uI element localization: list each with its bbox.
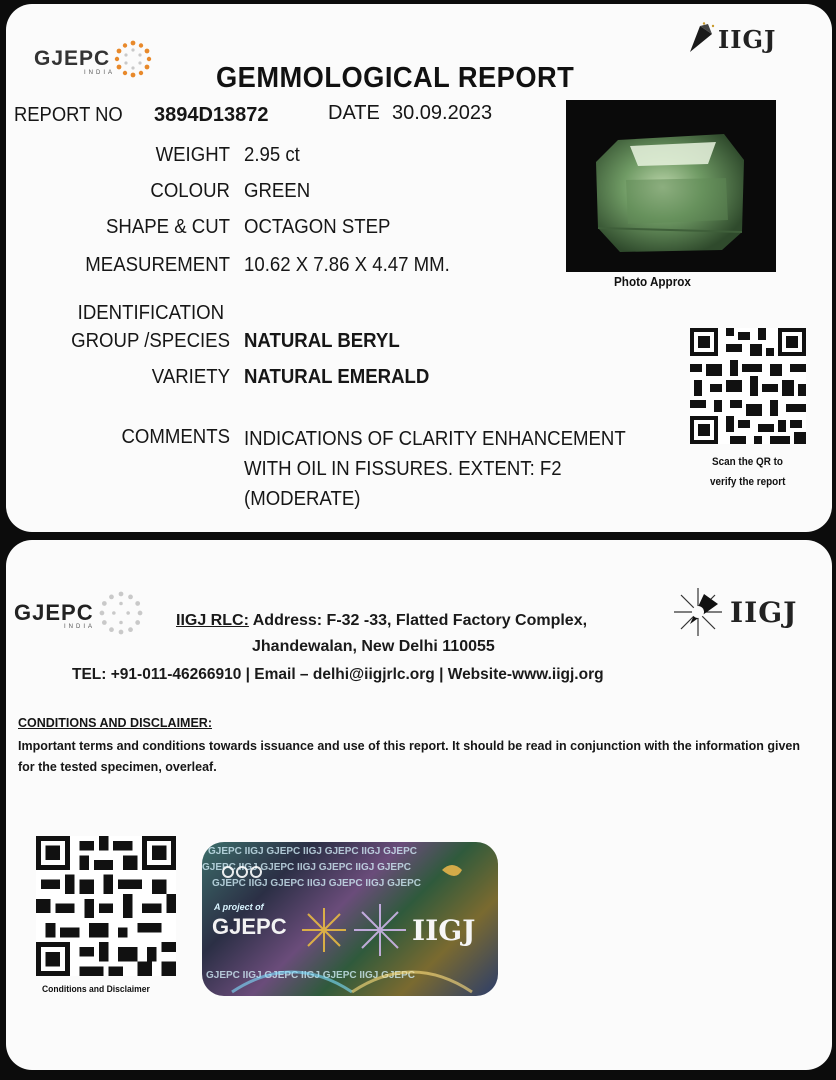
address-text: Address: F-32 -33, Flatted Factory Complex, (248, 612, 588, 629)
address-line-2: Jhandewalan, New Delhi 110055 (252, 638, 495, 655)
date-value: 30.09.2023 (392, 102, 493, 124)
colour-label: COLOUR (150, 180, 230, 202)
qr-caption-line2: verify the report (710, 476, 786, 488)
gem-photo (566, 100, 776, 272)
comments-value (244, 424, 635, 514)
comments-label: COMMENTS (121, 426, 230, 448)
hologram-repeat-text: GJEPC IIGJ GJEPC IIGJ GJEPC IIGJ GJEPC (212, 878, 421, 889)
hologram-repeat-text: GJEPC IIGJ GJEPC IIGJ GJEPC IIGJ GJEPC (202, 862, 411, 873)
colour-value: GREEN (244, 180, 311, 202)
photo-caption: Photo Approx (614, 274, 691, 289)
address-line-1 (176, 612, 587, 630)
conditions-text: Important terms and conditions towards issuance and use of this report. It should be read in conjunction with the information given for the tested specimen, overleaf. (18, 739, 801, 774)
address-label: IIGJ RLC: (176, 612, 249, 629)
contact-line: TEL: +91-011-46266910 | Email – delhi@iigjrlc.org | Website-www.iigj.org (72, 666, 604, 683)
comments-line: WITH OIL IN FISSURES. EXTENT: F2 (244, 458, 562, 480)
date-label: DATE (328, 102, 380, 124)
iigj-diamond-icon (686, 22, 716, 56)
group-value: NATURAL BERYL (244, 330, 400, 352)
hologram-repeat-text: GJEPC IIGJ GJEPC IIGJ GJEPC IIGJ GJEPC (208, 846, 417, 857)
emerald-image (566, 100, 776, 272)
security-hologram (202, 842, 498, 996)
report-no-label: REPORT NO (14, 104, 123, 126)
report-number: 3894D13872 (154, 104, 269, 126)
report-front-card (6, 4, 832, 532)
weight-label: WEIGHT (155, 144, 230, 166)
hologram-project-text: A project of (214, 902, 264, 912)
gjepc-logo: GJEPC INDIA (34, 38, 154, 80)
gjepc-burst-icon (112, 38, 154, 80)
gjepc-logo-back: GJEPC INDIA (14, 588, 146, 638)
verify-qr-code[interactable] (690, 328, 806, 444)
iigj-logo: IIGJ (686, 22, 776, 56)
shape-label: SHAPE & CUT (105, 216, 230, 238)
shape-value: OCTAGON STEP (244, 216, 391, 238)
conditions-qr-code[interactable] (36, 836, 176, 976)
measurement-label: MEASUREMENT (85, 254, 230, 276)
gjepc-burst-icon (96, 588, 146, 638)
qr-caption-line1: Scan the QR to (712, 456, 783, 468)
iigj-burst-icon (670, 584, 726, 640)
hologram-iigj-text: IIGJ (412, 914, 476, 947)
weight-value: 2.95 ct (244, 144, 300, 166)
variety-value: NATURAL EMERALD (244, 366, 430, 388)
hologram-gjepc-text: GJEPC (212, 914, 287, 939)
report-number-row (14, 104, 132, 127)
group-label: GROUP /SPECIES (71, 330, 230, 352)
qr-code-icon (690, 328, 806, 444)
hologram-repeat-text: GJEPC IIGJ GJEPC IIGJ GJEPC IIGJ GJEPC (206, 970, 415, 981)
comments-line: INDICATIONS OF CLARITY ENHANCEMENT (244, 428, 626, 450)
identification-heading: IDENTIFICATION (77, 302, 225, 324)
qr-code-icon (36, 836, 176, 976)
conditions-heading: CONDITIONS AND DISCLAIMER: (18, 716, 212, 730)
variety-label: VARIETY (151, 366, 230, 388)
report-back-card (6, 540, 832, 1070)
measurement-value: 10.62 X 7.86 X 4.47 MM. (244, 254, 450, 276)
conditions-qr-caption: Conditions and Disclaimer (42, 984, 150, 995)
iigj-logo-back: IIGJ (670, 584, 797, 640)
report-title: GEMMOLOGICAL REPORT (216, 62, 575, 94)
comments-line: (MODERATE) (244, 488, 361, 510)
